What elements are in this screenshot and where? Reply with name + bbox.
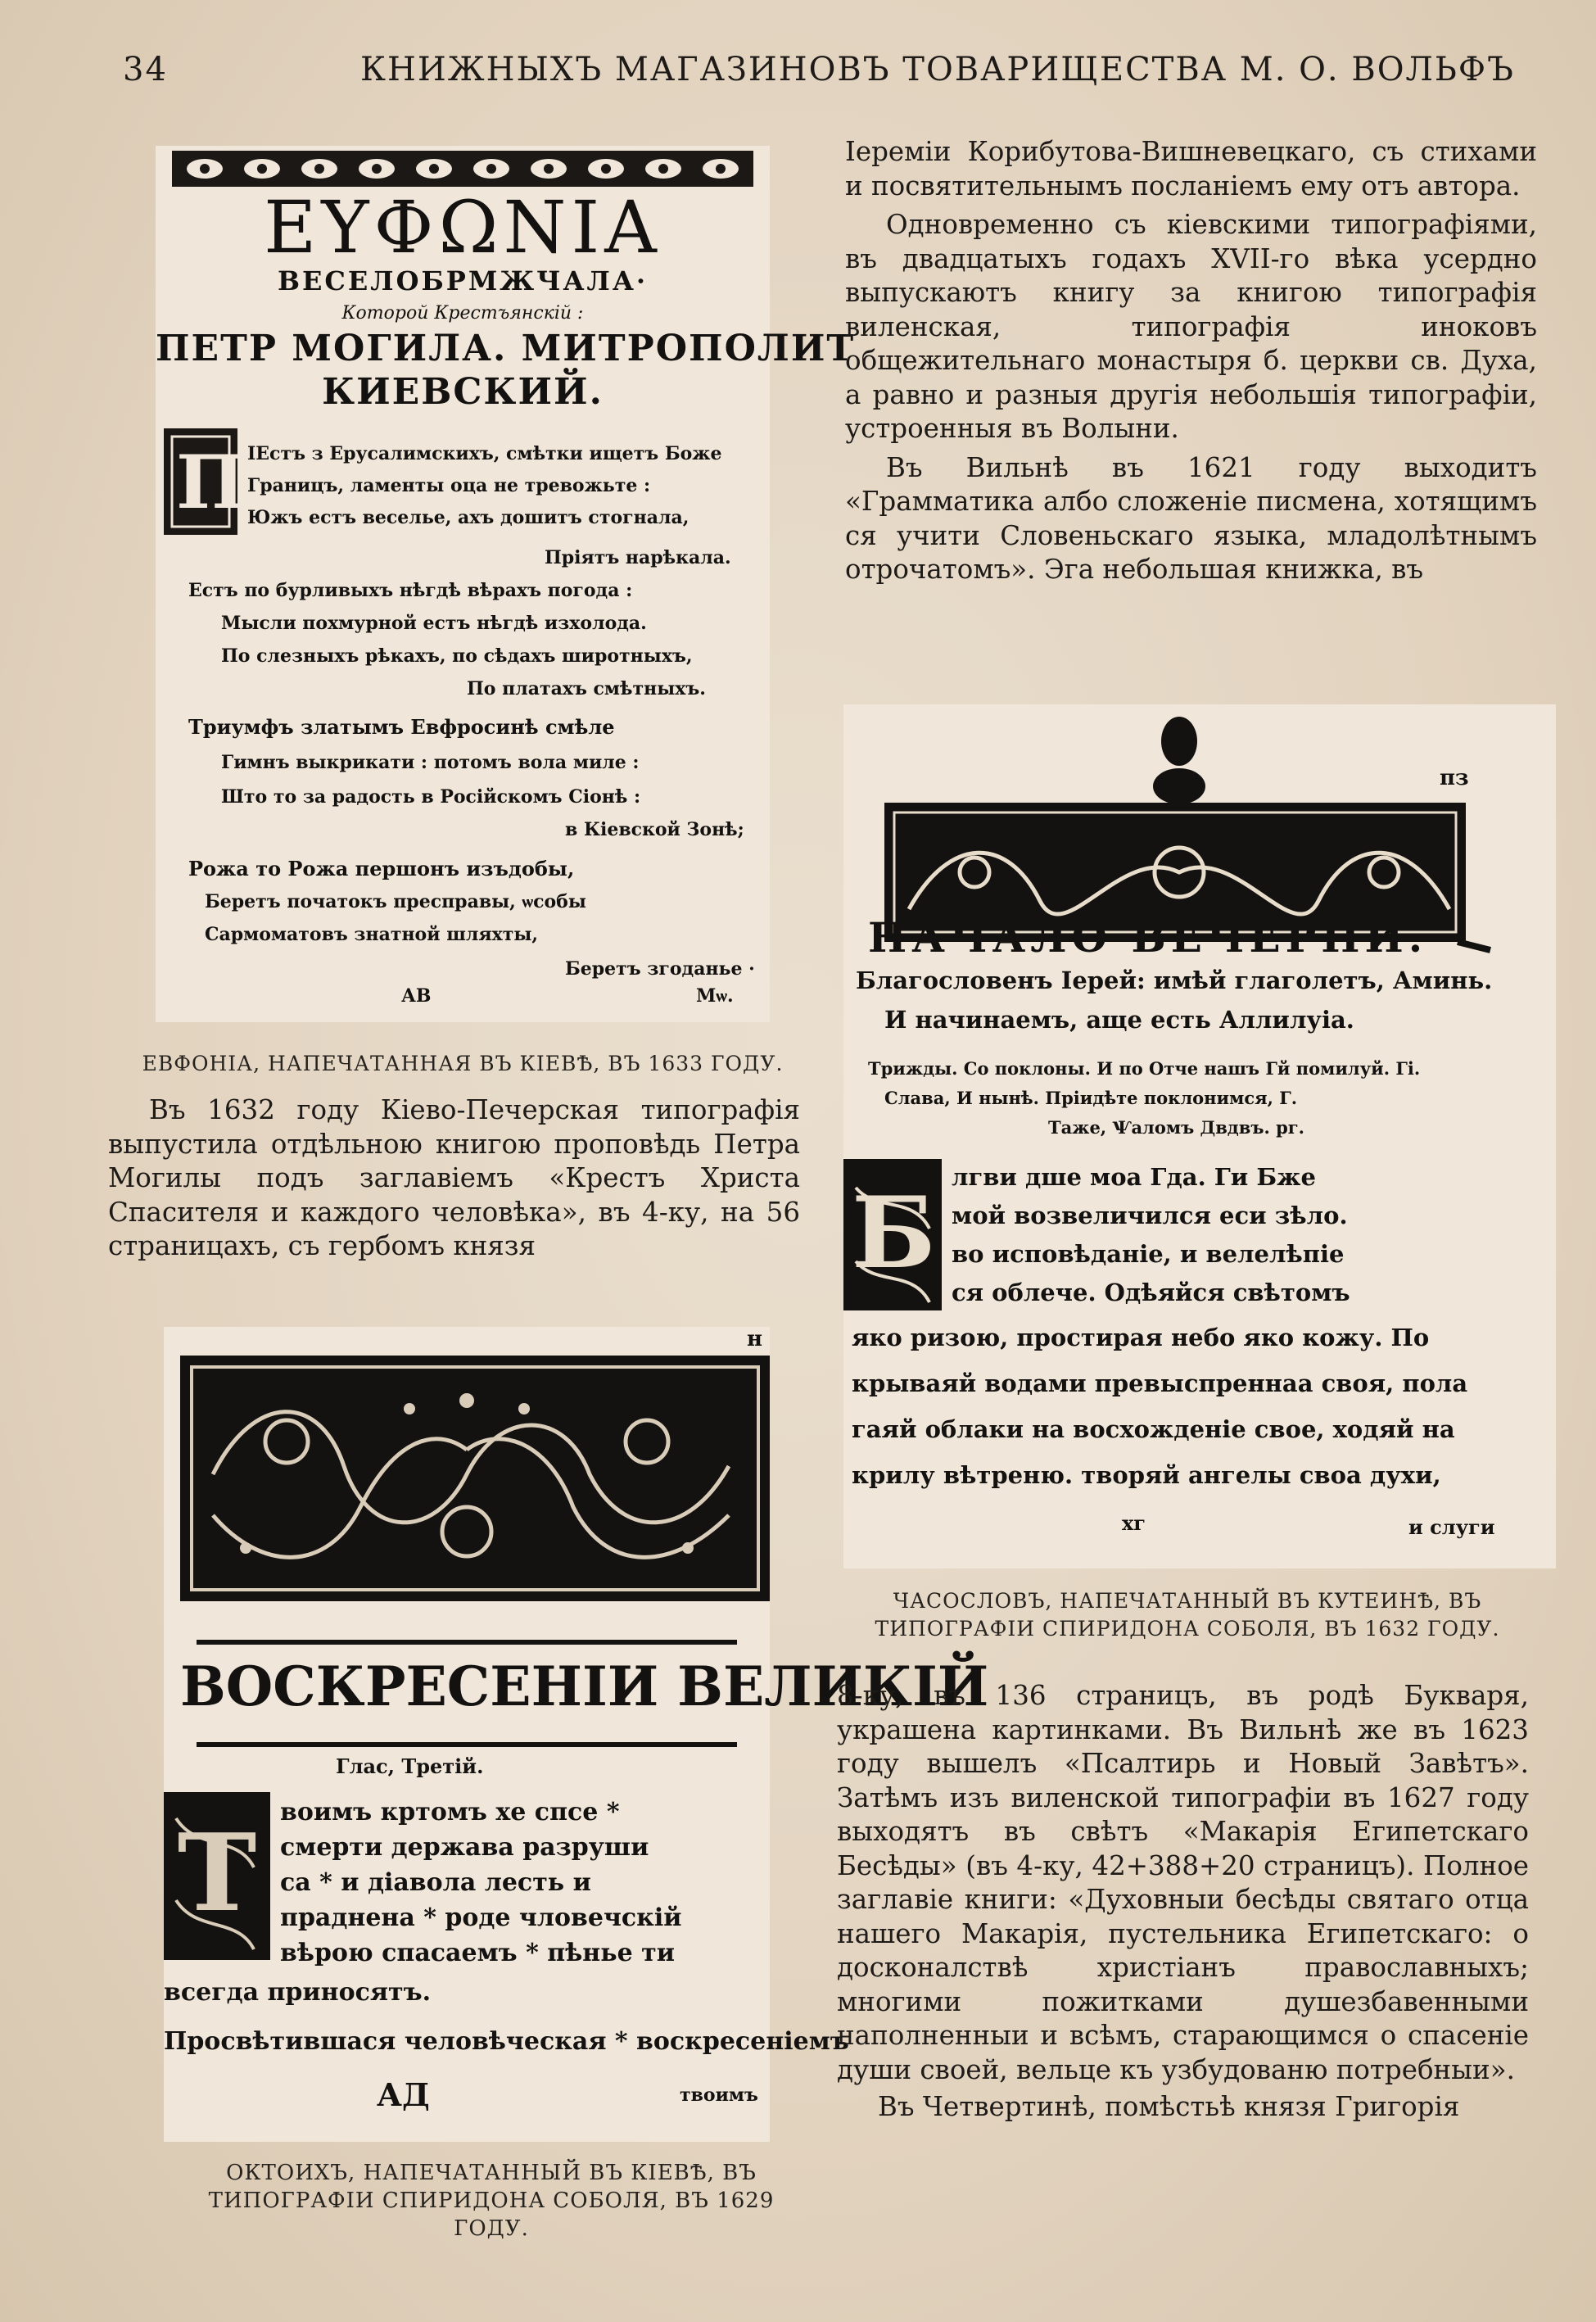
euphonia-author-line-2: КИЕВСКИЙ. bbox=[322, 371, 604, 413]
oktoikh-woodcut-icon bbox=[164, 1327, 989, 2142]
oktoikh-line-4: праднена * роде чловечскій bbox=[280, 1903, 682, 1932]
euphonia-verse-2: Границъ, ламенты оца не тревожьте : bbox=[247, 475, 651, 496]
euphonia-verse-1: ІЕстъ з Ерусалимскихъ, смѣтки ищетъ Боже bbox=[247, 443, 722, 464]
euphonia-verse-7: По слезныхъ рѣкахъ, по сѣдахъ широтныхъ, bbox=[221, 645, 693, 667]
oktoikh-margin-mark: н bbox=[747, 1327, 763, 1351]
euphonia-verse-9: Триумфъ златымъ Евфросинѣ смѣле bbox=[188, 715, 615, 739]
euphonia-small-line: Которой Крестъянскій : bbox=[341, 303, 584, 324]
running-title: КНИЖНЫХЪ МАГАЗИНОВЪ ТОВАРИЩЕСТВА М. О. ВОЛЬФЪ bbox=[360, 51, 1515, 88]
euphonia-author-line-1: ПЕТР МОГИЛА. МИТРОПОЛИТ bbox=[156, 328, 856, 369]
chasoslov-right-line-4: ся облече. Одѣяйся свѣтомъ bbox=[952, 1279, 1350, 1306]
oktoikh-tone-line: Глас, Третій. bbox=[336, 1754, 484, 1778]
chasoslov-right-line-3: во исповѣданіе, и велелѣпіе bbox=[952, 1240, 1345, 1268]
euphonia-verse-4: Пріятъ нарѣкала. bbox=[545, 547, 731, 568]
paragraph: Одновременно съ кіевскими типографіями, въ двадцатыхъ годахъ XVII-го вѣка усердно выпускаютъ книгу за книгою типографія виленская, типографія иноковъ общежительнаго монастыря б. церкви св. Духа, а равно и разныя другія небольшія типографіи, устроенныя въ Волыни. bbox=[845, 209, 1537, 444]
paragraph: Іереміи Корибутова-Вишневецкаго, съ стихами и посвятительнымъ посланіемъ ему отъ автора. bbox=[845, 136, 1537, 201]
chasoslov-full-line-1: яко ризою, простирая небо яко кожу. По bbox=[852, 1324, 1430, 1351]
oktoikh-signature-left: АД bbox=[377, 2076, 430, 2113]
chasoslov-line-1: Благословенъ Іерей: имѣй глаголетъ, Аминь. bbox=[856, 966, 1493, 994]
oktoikh-line-1: воимъ кртомъ хе спсе * bbox=[280, 1798, 620, 1826]
paragraph: Въ Четвертинѣ, помѣстьѣ князя Григорія bbox=[878, 2091, 1460, 2122]
chasoslov-margin-mark: пз bbox=[1440, 766, 1469, 790]
chasoslov-signature-right: и слуги bbox=[1408, 1515, 1495, 1539]
page-number: 34 bbox=[123, 51, 168, 88]
chasoslov-small-line-2: Слава, И нынѣ. Пріидѣте поклонимся, Г. bbox=[884, 1088, 1298, 1108]
euphonia-verse-12: в Кіевской Зонѣ; bbox=[565, 819, 744, 840]
chasoslov-right-line-2: мой возвеличился еси зѣло. bbox=[952, 1202, 1348, 1229]
chasoslov-small-line-1: Трижды. Со поклоны. И по Отче нашъ Гй помилуй. Гі. bbox=[868, 1058, 1421, 1079]
chasoslov-signature-left: хг bbox=[1122, 1511, 1146, 1535]
chasoslov-full-line-4: крилу вѣтреню. творяй ангелы своа духи, bbox=[852, 1461, 1441, 1489]
euphonia-verse-5: Естъ по бурливыхъ нѣгдѣ вѣрахъ погода : bbox=[188, 580, 633, 601]
chasoslov-line-2: И начинаемъ, аще есть Аллилуіа. bbox=[884, 1006, 1354, 1034]
euphonia-verse-10: Гимнъ выкрикати : потомъ вола миле : bbox=[221, 752, 640, 773]
chasoslov-heading: НАЧАЛО ВЕЧЕРНИ. bbox=[868, 913, 1428, 962]
oktoikh-line-6: всегда приносятъ. bbox=[164, 1978, 432, 2007]
paragraph: Въ 1632 году Кіево-Печерская типографія выпустила отдѣльною книгою проповѣдь Петра Могилы подъ заглавіемъ «Крестъ Христа Спасителя и каждого человѣка», въ 4-ку, на 56 страницахъ, съ гербомъ князя bbox=[108, 1094, 800, 1261]
euphonia-verse-13: Рожа то Рожа першонъ изъдобы, bbox=[188, 857, 575, 880]
left-body-text bbox=[108, 1093, 800, 1264]
right-bottom-body-text bbox=[837, 1679, 1529, 2125]
euphonia-caption: ЕВФОНІА, НАПЕЧАТАННАЯ ВЪ КІЕВѢ, ВЪ 1633 ГОДУ. bbox=[142, 1052, 784, 1075]
euphonia-verse-6: Мысли похмурной естъ нѣгдѣ изхолода. bbox=[221, 613, 647, 634]
euphonia-verse-16: Беретъ згоданье · bbox=[565, 958, 755, 980]
euphonia-verse-8: По платахъ смѣтныхъ. bbox=[467, 678, 706, 699]
chasoslov-plate bbox=[843, 704, 1556, 1568]
paragraph: Въ Вильнѣ въ 1621 году выходитъ «Грамматика албо сложеніе писмена, хотящимъ ся учити Словеньскаго языка, младолѣтнымъ отрочатомъ». Эга небольшая книжка, въ bbox=[845, 451, 1537, 585]
euphonia-drop-cap: П bbox=[176, 439, 246, 526]
chasoslov-right-line-1: лгви дше моа Гда. Ги Бже bbox=[952, 1163, 1316, 1191]
chasoslov-full-line-2: крываяй водами превыспреннаа своя, пола bbox=[852, 1369, 1468, 1397]
euphonia-signature-left: АВ bbox=[401, 985, 432, 1007]
euphonia-title: ЕΥФΩΝΙΑ bbox=[264, 185, 662, 269]
euphonia-subtitle: ВЕСЕЛОБРМЖЧАЛА· bbox=[277, 265, 649, 296]
euphonia-plate bbox=[156, 146, 856, 1022]
euphonia-signature-right: Мѡ. bbox=[696, 985, 734, 1007]
oktoikh-drop-cap: Т bbox=[177, 1810, 257, 1935]
paragraph: 8-ку, въ 136 страницъ, въ родѣ Букваря, украшена картинками. Въ Вильнѣ же въ 1623 году вышелъ «Псалтирь и Новый Завѣтъ». Затѣмъ изъ виленской типографіи въ 1627 году выходятъ въ свѣтъ «Макарія Египетскаго Бесѣды» (въ 4-ку, 42+388+20 страницъ). Полное заглавіе книги: «Духовныи бесѣды святаго отца нашего Макарія, пустельника Египетскаго: о досконалствѣ христіанъ православныхъ; многими пожитками душезбавенными наполненныи и всѣмъ, старающимся о спасеніе души своей, вельце къ узбудованю потребныи». bbox=[837, 1680, 1529, 2085]
oktoikh-line-5: вѣрою спасаемъ * пѣнье ти bbox=[280, 1939, 675, 1967]
chasoslov-small-line-3: Таже, Ѱаломъ Двдвъ. рг. bbox=[1048, 1117, 1304, 1138]
oktoikh-line-2: смерти держава разруши bbox=[280, 1833, 649, 1862]
oktoikh-bottom-line: Просвѣтившася человѣческая * воскресеніемъ bbox=[164, 2027, 849, 2056]
chasoslov-drop-cap: Б bbox=[852, 1175, 936, 1291]
chasoslov-full-line-3: гаяй облаки на восхожденіе свое, ходяй на bbox=[852, 1415, 1455, 1443]
euphonia-verse-3: Южъ естъ веселье, ахъ дошитъ стогнала, bbox=[247, 507, 689, 528]
oktoikh-heading: ВОСКРЕСЕНІИ ВЕЛИКІЙ bbox=[180, 1654, 989, 1718]
euphonia-verse-14: Беретъ початокъ пресправы, ѡсобы bbox=[205, 891, 586, 912]
chasoslov-caption: ЧАСОСЛОВЪ, НАПЕЧАТАННЫЙ ВЪ КУТЕИНѢ, ВЪ ТИПОГРАФІИ СПИРИДОНА СОБОЛЯ, ВЪ 1632 ГОДУ. bbox=[875, 1589, 1500, 1641]
oktoikh-line-3: са * и діавола лесть и bbox=[280, 1868, 591, 1897]
euphonia-verse-15: Сармоматовъ знатной шляхты, bbox=[205, 924, 539, 945]
oktoikh-plate bbox=[164, 1327, 989, 2142]
oktoikh-signature-right: твоимъ bbox=[680, 2084, 758, 2106]
running-header bbox=[123, 51, 1548, 100]
euphonia-verse-11: Што то за радость в Російскомъ Сіонѣ : bbox=[221, 786, 641, 808]
oktoikh-caption: ОКТОИХЪ, НАПЕЧАТАННЫЙ ВЪ КІЕВѢ, ВЪ ТИПОГРАФІИ СПИРИДОНА СОБОЛЯ, ВЪ 1629 ГОДУ. bbox=[208, 2161, 775, 2241]
right-top-body-text bbox=[845, 135, 1537, 587]
